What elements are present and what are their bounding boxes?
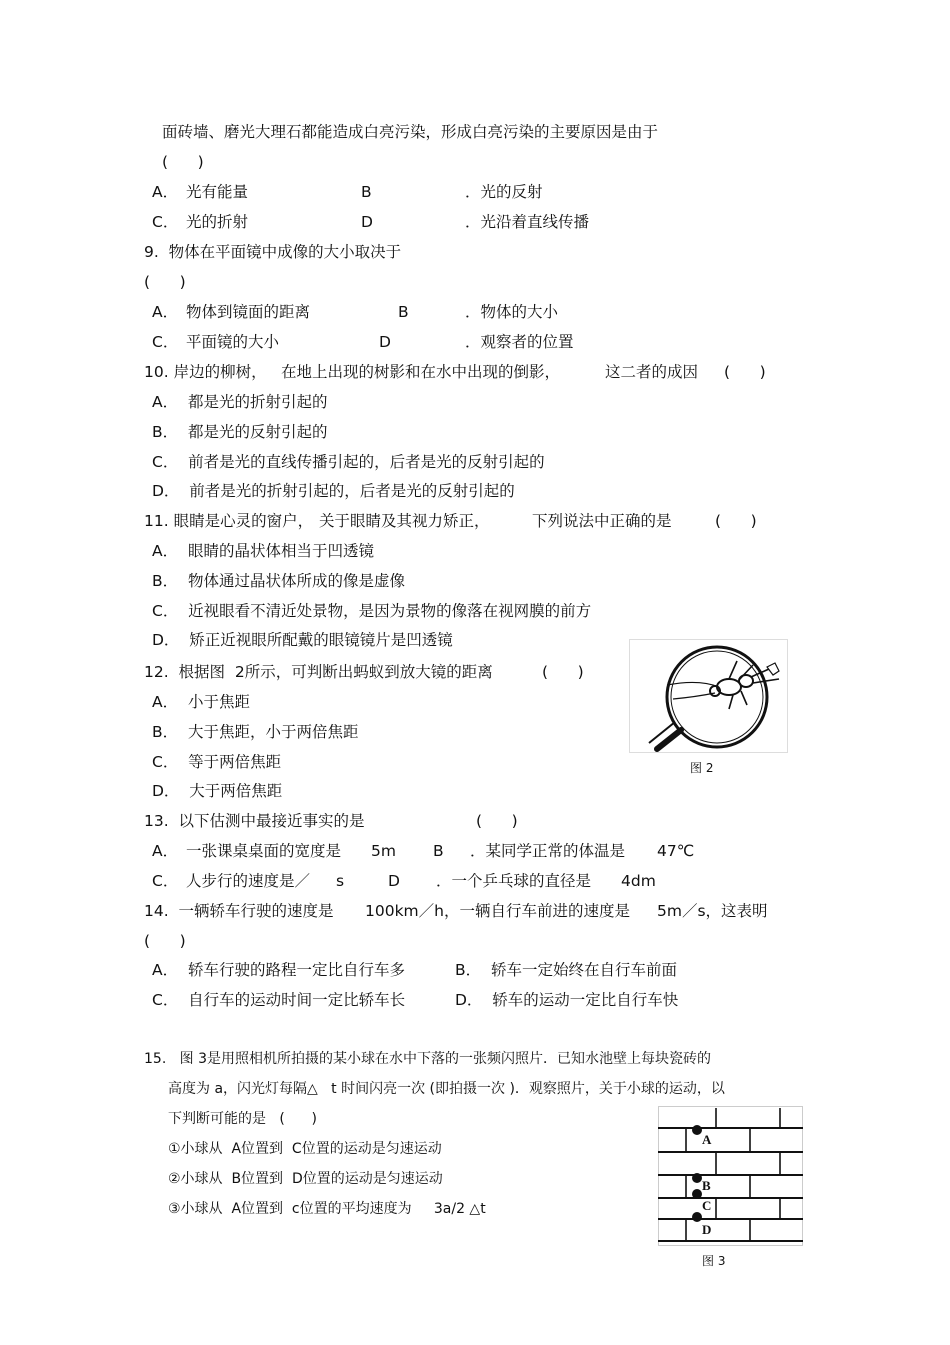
q10-option-b: B． 都是光的反射引起的 [152, 423, 328, 441]
q11-stem-part3: 下列说法中正确的是 [532, 512, 672, 530]
q13-option-a-text: 一张课桌桌面的宽度是 [186, 842, 342, 860]
q13-option-d-text: ．一个乒乓球的直径是 [436, 872, 592, 890]
q9-option-a: 物体到镜面的距离 [186, 303, 311, 321]
q13-option-a-value: 5m [371, 842, 396, 860]
q9-paren: ( ) [144, 273, 186, 291]
q12-option-d: D． 大于两倍焦距 [152, 782, 283, 800]
q10-option-d: D． 前者是光的折射引起的，后者是光的反射引起的 [152, 482, 515, 500]
q11-stem-part2: 关于眼睛及其视力矫正， [319, 512, 490, 530]
q13-option-b-text: ．某同学正常的体温是 [470, 842, 626, 860]
figure-3-caption: 图 3 [702, 1254, 726, 1268]
q10-stem-part2: 在地上出现的树影和在水中出现的倒影， [281, 363, 561, 381]
q13-option-c-text: 人步行的速度是／ [186, 872, 311, 890]
q11-paren: ( ) [715, 512, 757, 530]
q13-option-b-label: B [433, 842, 444, 860]
q15-statement-1: ①小球从 A位置到 C位置的运动是匀速运动 [168, 1141, 442, 1157]
q13-option-d-label: D [388, 872, 400, 890]
brick-wall-drawing [658, 1106, 803, 1246]
q14-stem-part2: 100km／h，一辆自行车前进的速度是 [365, 902, 630, 920]
q15-stem-line1: 15. 图 3是用照相机所拍摄的某小球在水中下落的一张频闪照片．已知水池壁上每块瓷砖的 [144, 1051, 711, 1067]
q13-option-c-label: C． [152, 872, 179, 890]
q15-stem-line2: 高度为 a，闪光灯每隔△ t 时间闪亮一次 (即拍摄一次 )．观察照片，关于小球的运动，以 [168, 1081, 725, 1097]
q9-option-c: 平面镜的大小 [186, 333, 280, 351]
q12-paren: ( ) [542, 663, 584, 681]
q13-option-c-value: s [336, 872, 345, 890]
ball-label-c: C [702, 1198, 712, 1213]
ball-position-d [692, 1212, 702, 1222]
q8-option-b: ．光的反射 [465, 183, 543, 201]
q13-option-d-value: 4dm [621, 872, 656, 890]
q9-stem: 9. 物体在平面镜中成像的大小取决于 [144, 243, 402, 261]
q8-option-a-label: A． [152, 183, 179, 201]
q14-option-a: A． 轿车行驶的路程一定比自行车多 [152, 961, 405, 979]
q15-statement-2: ②小球从 B位置到 D位置的运动是匀速运动 [168, 1171, 443, 1187]
q13-paren: ( ) [476, 812, 518, 830]
q8-option-c: 光的折射 [186, 213, 249, 231]
q10-stem-part1: 10. 岸边的柳树， [144, 363, 267, 381]
q13-option-b-value: 47℃ [657, 842, 695, 860]
q11-option-a: A． 眼睛的晶状体相当于凹透镜 [152, 542, 374, 560]
q8-option-a: 光有能量 [186, 183, 249, 201]
q11-option-b: B． 物体通过晶状体所成的像是虚像 [152, 572, 405, 590]
q9-option-c-label: C． [152, 333, 179, 351]
q10-paren: ( ) [724, 363, 766, 381]
ball-label-b: B [702, 1178, 711, 1193]
q10-stem-part3: 这二者的成因 [605, 363, 699, 381]
q9-option-d: ．观察者的位置 [465, 333, 574, 351]
ball-label-a: A [702, 1132, 712, 1147]
ball-position-a [692, 1125, 702, 1135]
q9-option-b: ．物体的大小 [465, 303, 559, 321]
q8-option-d: ．光沿着直线传播 [465, 213, 590, 231]
q12-option-a: A． 小于焦距 [152, 693, 250, 711]
q8-option-d-label: D [361, 213, 373, 231]
q13-stem: 13. 以下估测中最接近事实的是 [144, 812, 365, 830]
q14-stem-part1: 14. 一辆轿车行驶的速度是 [144, 902, 334, 920]
q12-option-c: C． 等于两倍焦距 [152, 753, 282, 771]
figure-3-brick-wall [658, 1106, 803, 1246]
figure-2-magnifier [629, 639, 788, 753]
ball-position-c [692, 1189, 702, 1199]
q9-option-b-label: B [398, 303, 409, 321]
ball-position-b [692, 1173, 702, 1183]
q15-statement-3: ③小球从 A位置到 c位置的平均速度为 3a/2 △t [168, 1201, 486, 1217]
q14-option-c: C． 自行车的运动时间一定比轿车长 [152, 991, 406, 1009]
q13-option-a-label: A． [152, 842, 179, 860]
q11-option-d: D． 矫正近视眼所配戴的眼镜镜片是凹透镜 [152, 631, 453, 649]
q8-option-c-label: C． [152, 213, 179, 231]
q12-option-b: B． 大于焦距，小于两倍焦距 [152, 723, 359, 741]
q11-stem-part1: 11. 眼睛是心灵的窗户， [144, 512, 314, 530]
q10-option-c: C． 前者是光的直线传播引起的，后者是光的反射引起的 [152, 453, 545, 471]
q12-stem: 12. 根据图 2所示，可判断出蚂蚁到放大镜的距离 [144, 663, 493, 681]
q8-option-b-label: B [361, 183, 372, 201]
figure-2-caption: 图 2 [690, 761, 714, 775]
q14-paren: ( ) [144, 932, 186, 950]
q14-option-d: D． 轿车的运动一定比自行车快 [455, 991, 679, 1009]
ball-label-d: D [702, 1222, 712, 1237]
magnifier-drawing [629, 639, 788, 753]
q14-stem-part3: 5m／s，这表明 [657, 902, 768, 920]
q10-option-a: A． 都是光的折射引起的 [152, 393, 328, 411]
q9-option-a-label: A． [152, 303, 179, 321]
q8-paren: ( ) [162, 153, 204, 171]
q14-option-b: B． 轿车一定始终在自行车前面 [455, 961, 677, 979]
q15-stem-line3: 下判断可能的是 ( ) [168, 1111, 317, 1127]
q9-option-d-label: D [379, 333, 391, 351]
q11-option-c: C． 近视眼看不清近处景物，是因为景物的像落在视网膜的前方 [152, 602, 592, 620]
q8-stem: 面砖墙、磨光大理石都能造成白亮污染，形成白亮污染的主要原因是由于 [162, 123, 659, 141]
